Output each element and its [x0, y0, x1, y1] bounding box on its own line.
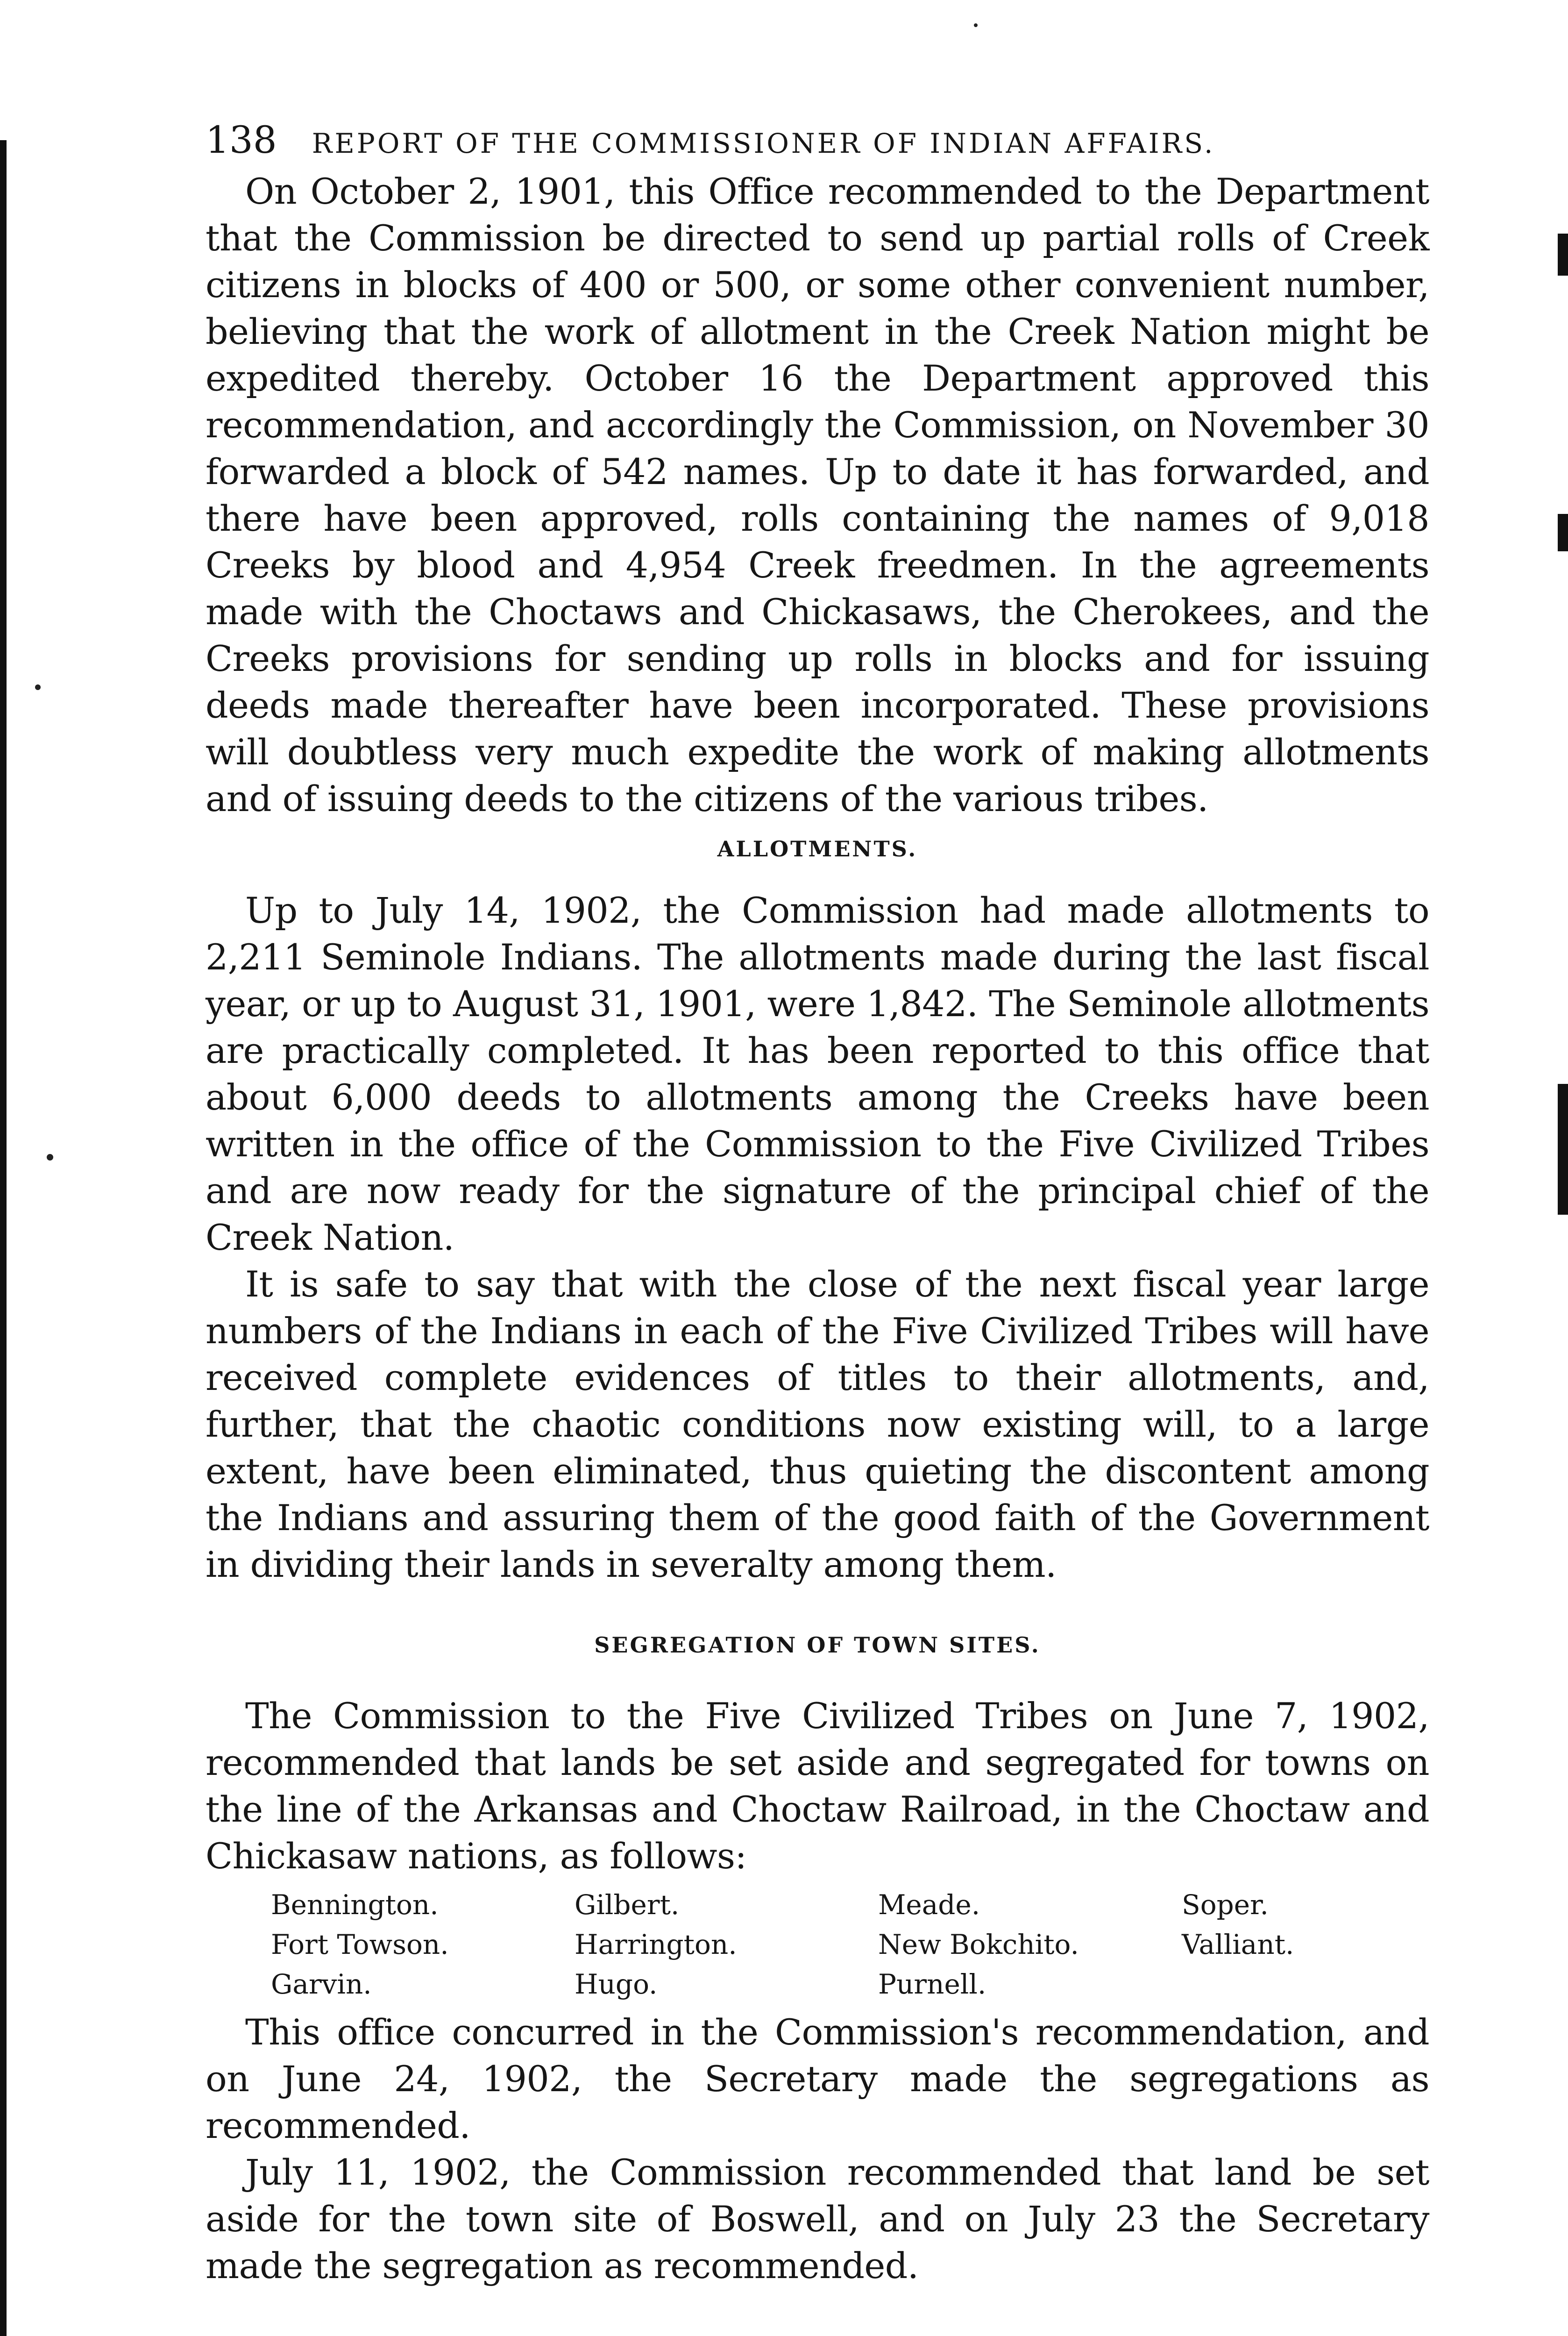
town-name: Valliant.: [1182, 1929, 1294, 1960]
paragraph-office-concurred: This office concurred in the Commission's recommendation, and on June 24, 1902, the Secretary made the segregations as recommended.: [206, 2011, 1429, 2146]
town-name: Meade.: [878, 1889, 980, 1921]
scan-speck: [47, 1154, 53, 1161]
town-name: New Bokchito.: [878, 1929, 1079, 1960]
heading-allotments: ALLOTMENTS.: [717, 836, 918, 862]
town-name: Soper.: [1182, 1889, 1269, 1921]
town-name: Garvin.: [271, 1968, 372, 2000]
town-name: Fort Towson.: [271, 1929, 449, 1960]
right-scan-mark: [1558, 1084, 1568, 1154]
town-list: [271, 1885, 1429, 2004]
page-number: 138: [206, 118, 277, 162]
town-name: Bennington.: [271, 1889, 439, 1921]
right-scan-mark: [1558, 234, 1568, 276]
town-name: Gilbert.: [575, 1889, 680, 1921]
town-name: Hugo.: [575, 1968, 658, 2000]
right-scan-mark: [1558, 514, 1568, 551]
paragraph-titles-outlook: It is safe to say that with the close of the next fiscal year large numbers of the Indians in each of the Five Civilized Tribes will have received complete evidences of titles to their allotments, and, further, that the chaotic conditions now existing will, to a large extent, have been eliminated, thus quieting the discontent among the Indians and assuring them of the good faith of the Government in dividing their lands in severalty among them.: [206, 1263, 1429, 1585]
scan-speck: [974, 23, 978, 27]
paragraph-boswell-town-site: July 11, 1902, the Commission recommended that land be set aside for the town site of Boswell, and on July 23 the Secretary made the segregation as recommended.: [206, 2151, 1429, 2286]
paragraph-town-recommendation: The Commission to the Five Civilized Tribes on June 7, 1902, recommended that lands be set aside and segregated for towns on the line of the Arkansas and Choctaw Railroad, in the Choctaw and Chickasaw nations, as follows:: [206, 1695, 1429, 1877]
running-title: REPORT OF THE COMMISSIONER OF INDIAN AFFAIRS.: [312, 128, 1215, 159]
paragraph-seminole-allotments: Up to July 14, 1902, the Commission had made allotments to 2,211 Seminole Indians. The allotments made during the last fiscal year, or up to August 31, 1901, were 1,842. The Seminole allotments are practically completed. It has been reported to this office that about 6,000 deeds to allotments among the Creeks have been written in the office of the Commission to the Five Civilized Tribes and are now ready for the signature of the principal chief of the Creek Nation.: [206, 890, 1429, 1258]
town-name: Harrington.: [575, 1929, 737, 1960]
right-scan-mark: [1558, 1154, 1568, 1215]
page-content: [206, 112, 1429, 2289]
left-binding-shadow: [0, 140, 7, 2336]
scan-speck: [35, 684, 41, 690]
heading-segregation-of-town-sites: SEGREGATION OF TOWN SITES.: [594, 1632, 1041, 1658]
town-name: Purnell.: [878, 1968, 986, 2000]
running-header: [206, 112, 1429, 168]
paragraph-creek-rolls: On October 2, 1901, this Office recommended to the Department that the Commission be directed to send up partial rolls of Creek citizens in blocks of 400 or 500, or some other convenient number, believing that the work of allotment in the Creek Nation might be expedited thereby. October 16 the Department approved this recommendation, and accordingly the Commission, on November 30 forwarded a block of 542 names. Up to date it has forwarded, and there have been approved, rolls containing the names of 9,018 Creeks by blood and 4,954 Creek freedmen. In the agreements made with the Choctaws and Chickasaws, the Cherokees, and the Creeks provisions for sending up rolls in blocks and for issuing deeds made thereafter have been incorporated. These provisions will doubtless very much expedite the work of making allotments and of issuing deeds to the citizens of the various tribes.: [206, 171, 1429, 819]
